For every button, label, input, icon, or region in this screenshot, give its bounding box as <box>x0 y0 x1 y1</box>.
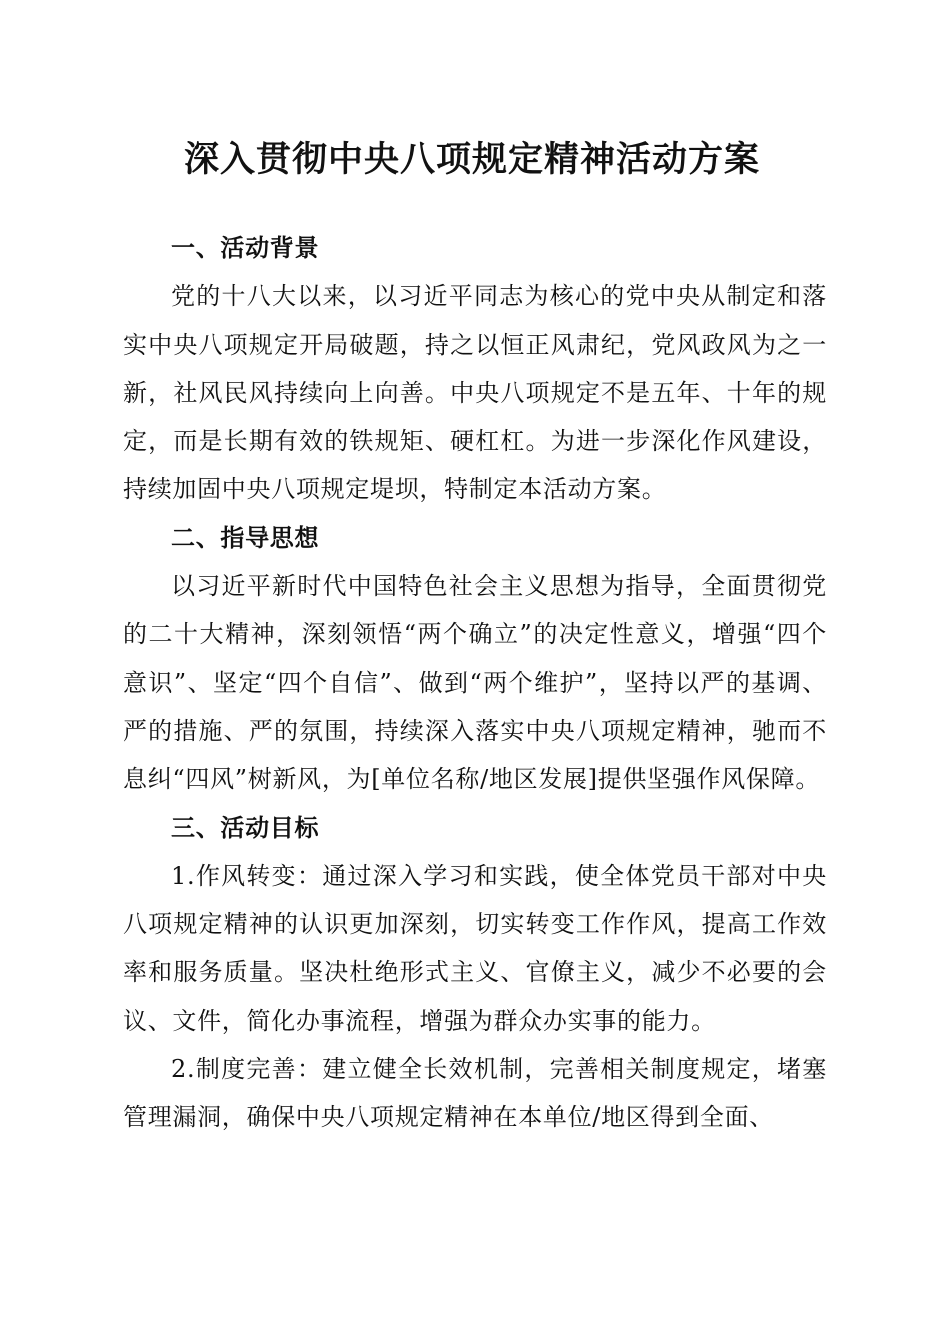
document-title: 深入贯彻中央八项规定精神活动方案 <box>183 139 760 180</box>
paragraph-background: 党的十八大以来，以习近平同志为核心的党中央从制定和落实中央八项规定开局破题，持之以恒正风肃纪，党风政风为之一新，社风民风持续向上向善。中央八项规定不是五年、十年的规定，而是长期有效的铁规矩、硬杠杠。为进一步深化作风建设，持续加固中央八项规定堤坝，特制定本活动方案。 <box>123 282 827 504</box>
document-body <box>123 224 827 1142</box>
section-heading-background: 一、活动背景 <box>171 234 320 262</box>
paragraph-objective-style-change: 1.作风转变：通过深入学习和实践，使全体党员干部对中央八项规定精神的认识更加深刻，切实转变工作作风，提高工作效率和服务质量。坚决杜绝形式主义、官僚主义，减少不必要的会议、文件，简化办事流程，增强为群众办实事的能力。 <box>123 861 827 1035</box>
paragraph-objective-system-improvement: 2.制度完善：建立健全长效机制，完善相关制度规定，堵塞管理漏洞，确保中央八项规定精神在本单位/地区得到全面、 <box>123 1055 827 1132</box>
section-heading-objectives: 三、活动目标 <box>171 813 320 842</box>
paragraph-guiding-ideology: 以习近平新时代中国特色社会主义思想为指导，全面贯彻党的二十大精神，深刻领悟“两个确立”的决定性意义，增强“四个意识”、坚定“四个自信”、做到“两个维护”，坚持以严的基调、严的措施、严的氛围，持续深入落实中央八项规定精神，驰而不息纠“四风”树新风，为[单位名称/地区发展]提供坚强作风保障。 <box>123 572 827 794</box>
section-heading-guiding-ideology: 二、指导思想 <box>171 523 320 552</box>
